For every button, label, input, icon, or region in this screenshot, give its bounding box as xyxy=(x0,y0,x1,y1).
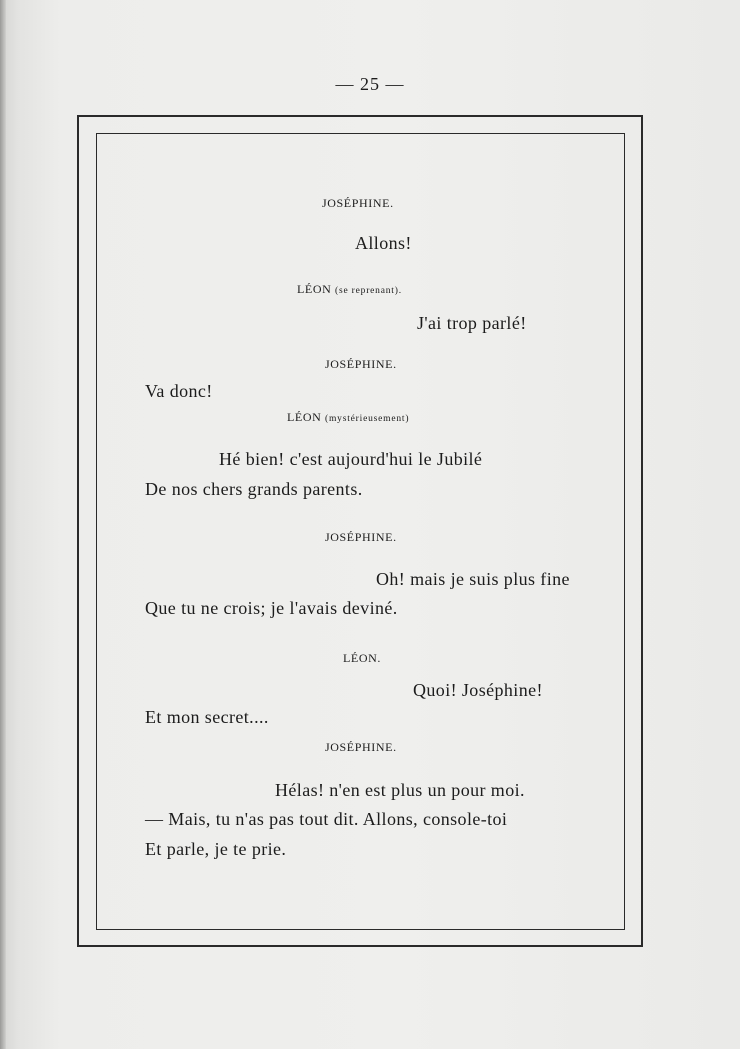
verse-line: Quoi! Joséphine! xyxy=(413,680,543,700)
verse-line: Oh! mais je suis plus fine xyxy=(376,569,570,589)
speaker-line xyxy=(287,410,409,425)
page-binding-edge xyxy=(0,0,6,1049)
speaker-name: LÉON xyxy=(297,282,332,296)
verse-line: J'ai trop parlé! xyxy=(417,313,527,333)
verse-line: Va donc! xyxy=(145,381,213,401)
verse-line: De nos chers grands parents. xyxy=(145,479,363,499)
verse-line: Que tu ne crois; je l'avais deviné. xyxy=(145,598,398,618)
verse-line: Et parle, je te prie. xyxy=(145,839,287,859)
verse-line: — Mais, tu n'as pas tout dit. Allons, console-toi xyxy=(145,809,508,829)
speaker-name: LÉON. xyxy=(343,651,381,665)
speaker-name: JOSÉPHINE. xyxy=(325,357,397,371)
verse-line: Et mon secret.... xyxy=(145,707,269,727)
speaker-name: JOSÉPHINE. xyxy=(325,530,397,544)
speaker-name: JOSÉPHINE. xyxy=(325,740,397,754)
speaker-name: JOSÉPHINE. xyxy=(322,196,394,210)
stage-direction: (se reprenant). xyxy=(335,286,402,296)
speaker-name: LÉON xyxy=(287,410,322,424)
page-number: — 25 — xyxy=(335,74,405,94)
verse-line: Allons! xyxy=(355,233,412,253)
verse-line: Hélas! n'en est plus un pour moi. xyxy=(275,780,525,800)
verse-line: Hé bien! c'est aujourd'hui le Jubilé xyxy=(219,449,483,469)
stage-direction: (mystérieusement) xyxy=(325,414,410,424)
speaker-line xyxy=(297,282,402,297)
